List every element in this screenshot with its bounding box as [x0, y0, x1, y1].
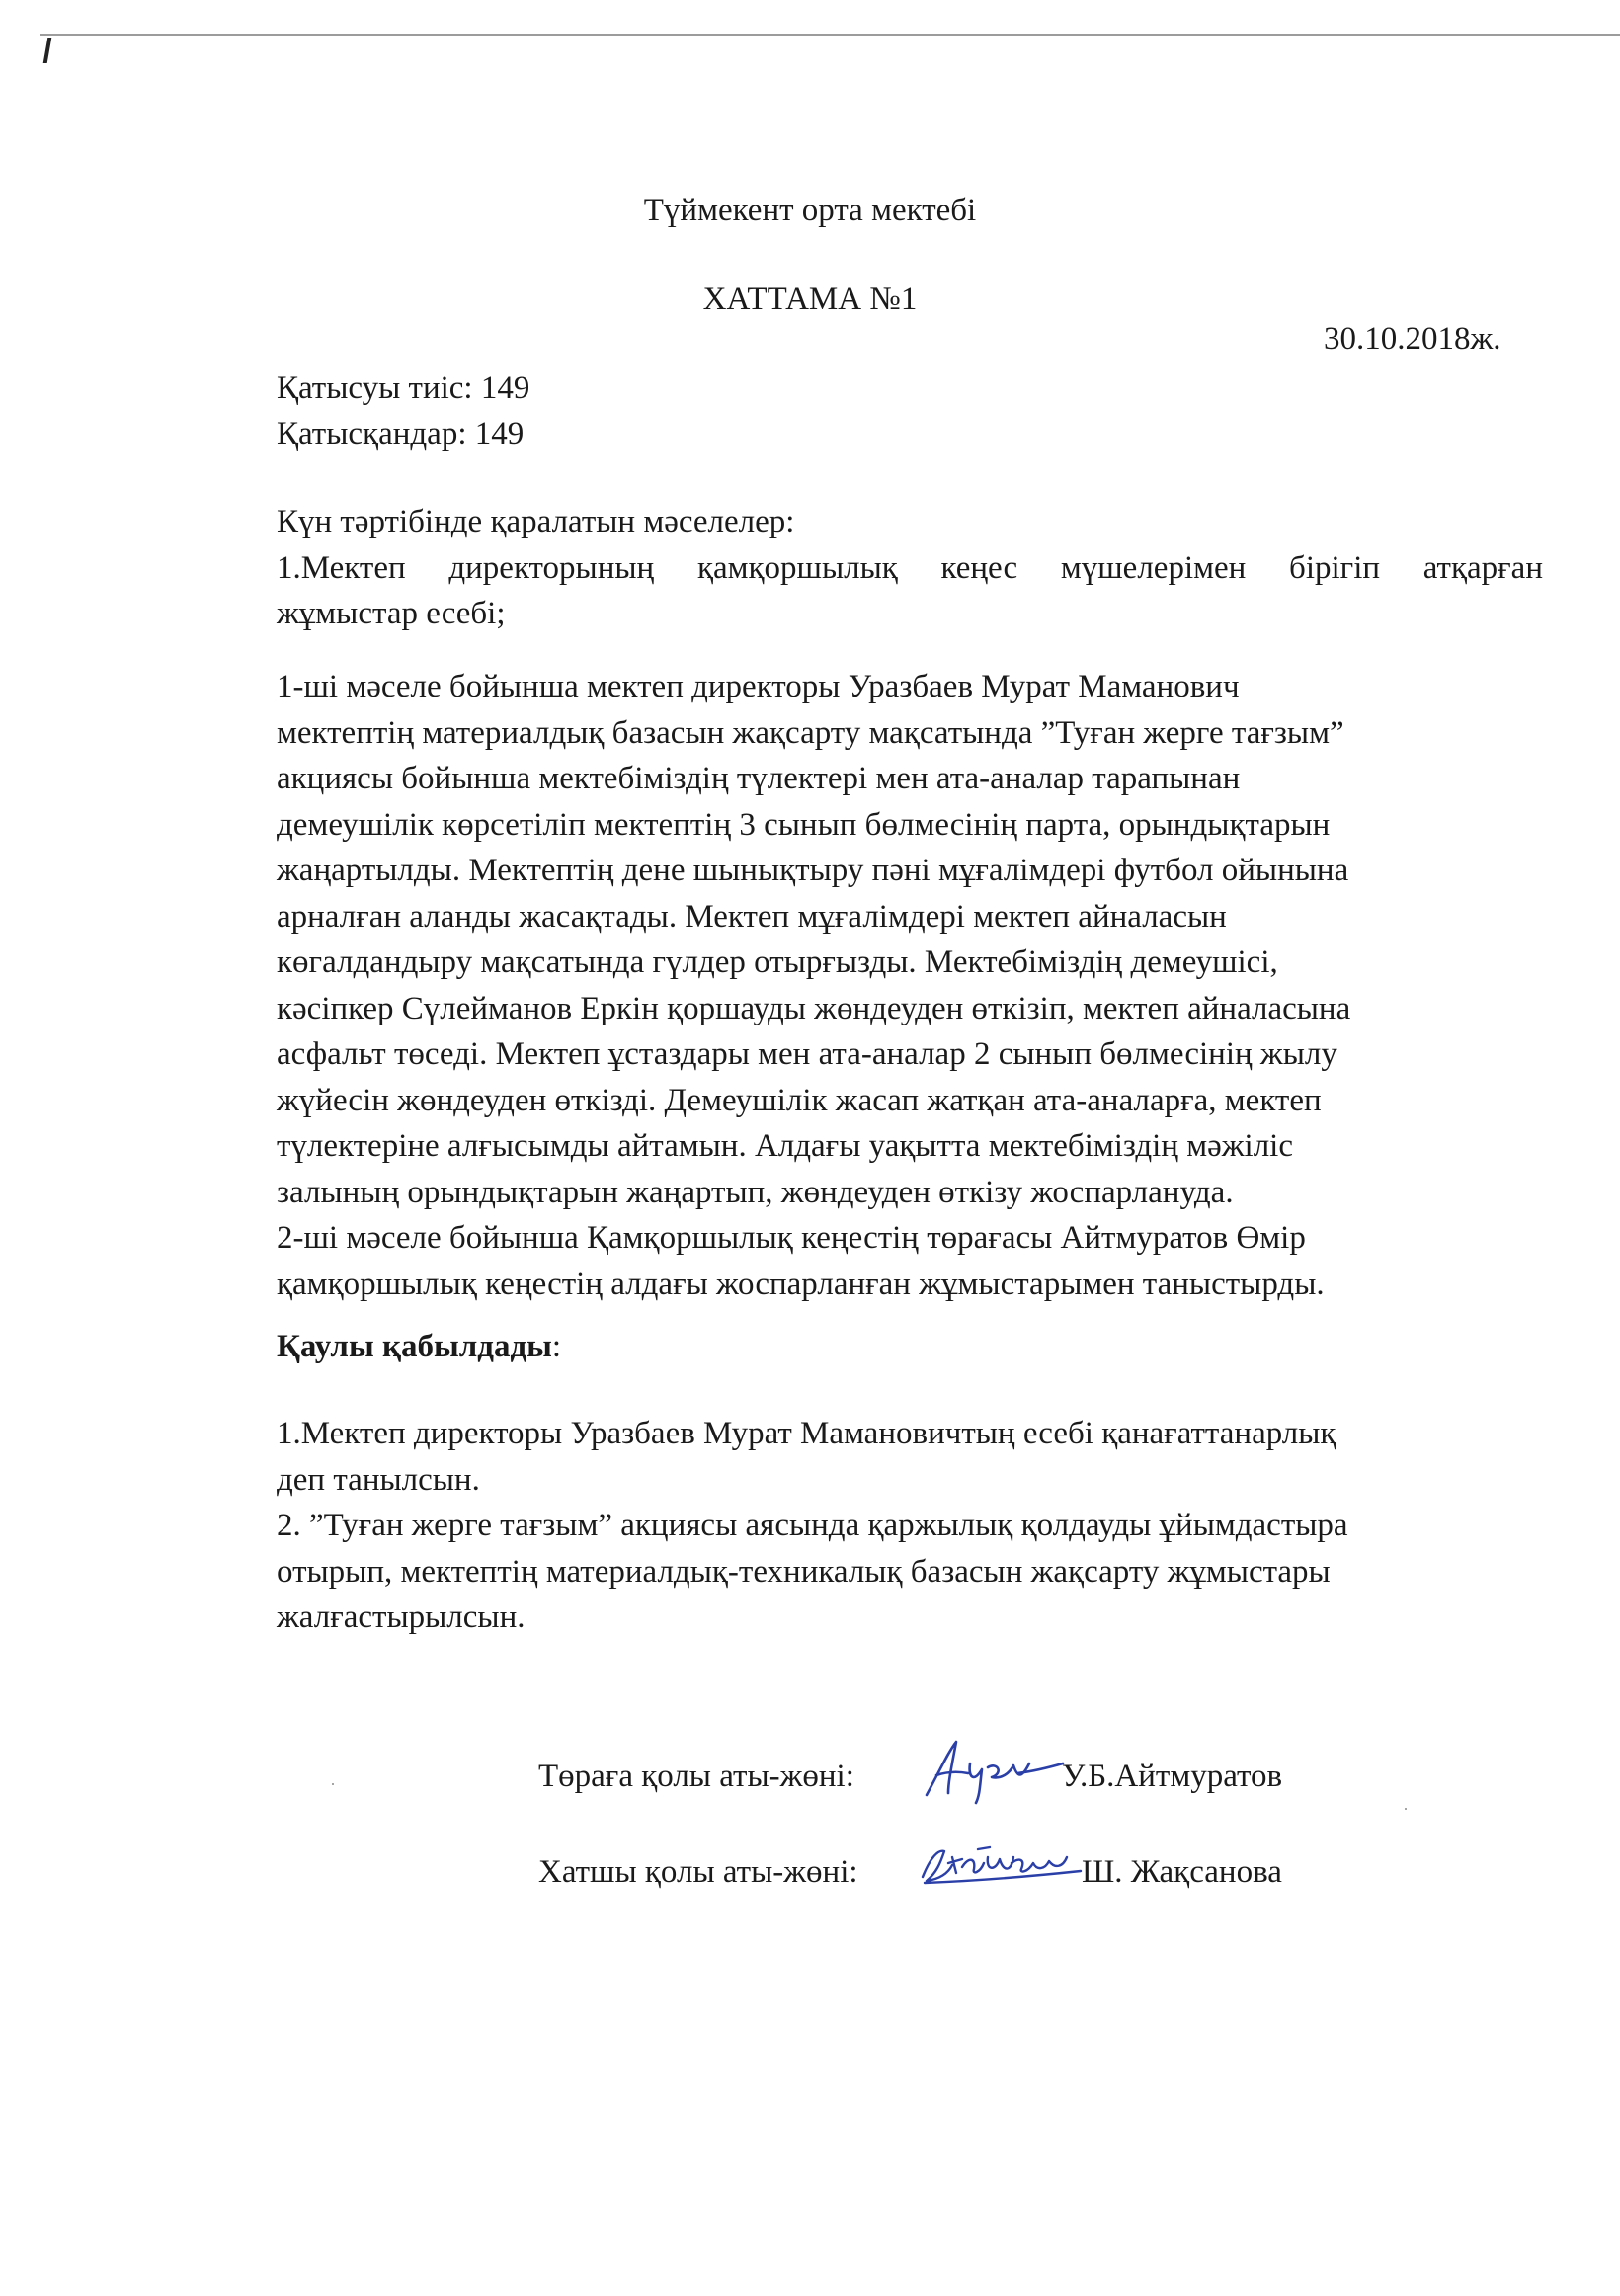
paragraph-line: арналған аланды жасақтады. Мектеп мұғалімдері мектеп айналасын [277, 898, 1227, 935]
paragraph-line: түлектеріне алғысымды айтамын. Алдағы уақытта мектебіміздің мәжіліс [277, 1128, 1293, 1164]
attendance-required: Қатысуы тиіс: 149 [277, 370, 530, 406]
paragraph-line: жүйесін жөндеуден өткізді. Демеушілік жасап жатқан ата-аналарға, мектеп [277, 1082, 1322, 1118]
scan-mark [43, 38, 52, 63]
paragraph-line: кәсіпкер Сүлейманов Еркін қоршауды жөндеуден өткізіп, мектеп айналасына [277, 990, 1351, 1026]
paragraph-line: жаңартылды. Мектептің дене шынықтыру пәні мұғалімдері футбол ойынына [277, 853, 1349, 888]
paragraph-line: залының орындықтарын жаңартып, жөндеуден өткізу жоспарлануда. [277, 1174, 1234, 1210]
resolution-section [277, 1411, 1543, 1641]
paragraph-line: демеушілік көрсетіліп мектептің 3 сынып бөлмесінің парта, орындықтарын [277, 806, 1331, 843]
discussion-section [277, 664, 1543, 1307]
secretary-name: Ш. Жақсанова [1082, 1854, 1282, 1890]
paragraph-line: отырып, мектептің материалдық-техникалық базасын жақсарту жұмыстары [277, 1553, 1331, 1590]
paragraph-line: көгалдандыру мақсатында гүлдер отырғызды. Мектебіміздің демеушісі, [277, 944, 1278, 980]
document-title: ХАТТАМА №1 [702, 282, 918, 317]
secretary-signature [917, 1828, 1087, 1897]
resolution-heading-colon: : [551, 1329, 562, 1364]
school-name: Түймекент орта мектебі [643, 193, 977, 228]
agenda-section [277, 499, 1543, 637]
paragraph-line: 2-ші мәселе бойынша Қамқоршылық кеңестің төрағасы Айтмуратов Өмір [277, 1220, 1306, 1256]
chair-signature [919, 1734, 1067, 1808]
paragraph-line: 2. ”Туған жерге тағзым” акциясы аясында қаржылық қолдауды ұйымдастыра [277, 1508, 1348, 1543]
paragraph-line: деп танылсын. [277, 1461, 480, 1498]
chair-label: Төрағa қолы аты-жөні: [538, 1759, 854, 1794]
agenda-heading: Күн тәртібінде қаралатын мәселелер: [277, 504, 795, 539]
paragraph-line: 1.Мектеп директоры Уразбаев Мурат Мамановичтың есебі қанағаттанарлық [277, 1416, 1336, 1451]
resolution-heading-text: Қаулы қабылдады [277, 1329, 552, 1364]
document-date: 30.10.2018ж. [1324, 321, 1501, 357]
secretary-label: Хатшы қолы аты-жөні: [538, 1854, 858, 1890]
scan-speck [332, 1783, 334, 1785]
paragraph-line: акциясы бойынша мектебіміздің түлектері мен ата-аналар тарапынан [277, 761, 1241, 796]
attendance-present: Қатысқандар: 149 [277, 416, 525, 451]
paragraph-line: асфальт төседі. Мектеп ұстаздары мен ата-аналар 2 сынып бөлмесінің жылу [277, 1036, 1337, 1072]
chair-name: У.Б.Айтмуратов [1062, 1759, 1283, 1794]
paragraph-line: қамқоршылық кеңестің алдағы жоспарланған жұмыстарымен таныстырды. [277, 1266, 1325, 1302]
scan-speck [1405, 1808, 1407, 1810]
agenda-item-1-line: 1.Мектеп директорының қамқоршылық кеңес мүшелерімен бірігіп атқарған [277, 549, 1543, 586]
agenda-item-1 [277, 545, 1543, 637]
paragraph-line: жалғастырылсын. [277, 1599, 526, 1635]
paragraph-line: 1-ші мәселе бойынша мектеп директоры Уразбаев Мурат Маманович [277, 669, 1240, 704]
scan-edge-line [40, 34, 1620, 36]
resolution-heading [277, 1324, 561, 1369]
agenda-item-1-line: жұмыстар есебі; [277, 596, 506, 631]
paragraph-line: мектептің материалдық базасын жақсарту мақсатында ”Туған жерге тағзым” [277, 714, 1344, 751]
